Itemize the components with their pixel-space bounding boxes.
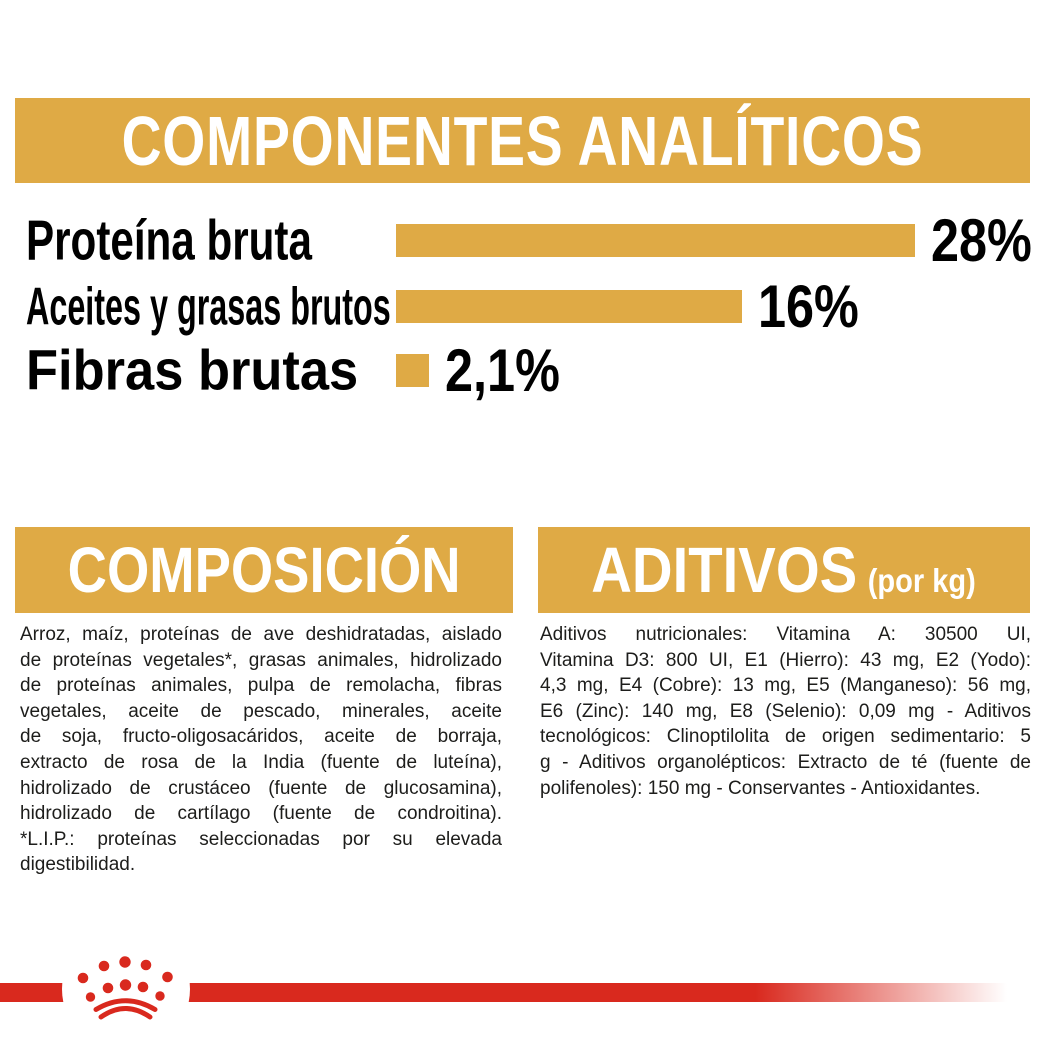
bar-fats [396, 290, 742, 323]
additives-header [538, 527, 1030, 613]
royal-canin-crown-icon [60, 948, 194, 1024]
composition-text [20, 622, 502, 878]
analytical-components-header [15, 98, 1030, 183]
text-line: 4,3 mg, E4 (Cobre): 13 mg, E5 (Manganeso): 56 mg, [540, 675, 1031, 697]
additives-text [540, 622, 1031, 801]
additives-title-group [591, 534, 977, 606]
text-line: extracto de rosa de la India (fuente de luteína), [20, 751, 502, 773]
text-line: hidrolizado de cartílago (fuente de condroitina). [20, 803, 502, 825]
composition-header [15, 527, 513, 613]
text-line: Aditivos nutricionales: Vitamina A: 30500 UI, [540, 624, 1031, 645]
text-line: hidrolizado de crustáceo (fuente de glucosamina), [20, 777, 502, 799]
analytical-components-chart [0, 183, 1049, 423]
chart-category-label-fibre: Fibras brutas [26, 338, 359, 402]
text-line: vegetales, aceite de pescado, minerales, aceite [20, 700, 502, 722]
chart-category-label-fats: Aceites y grasas brutos [26, 277, 391, 336]
bar-value-fibre: 2,1% [445, 336, 560, 404]
text-line: tecnológicos: Clinoptilolita de origen sedimentario: 5 [540, 726, 1031, 748]
text-line: *L.I.P.: proteínas seleccionadas por su elevada [20, 828, 502, 850]
additives-title: ADITIVOS [591, 534, 858, 606]
additives-title-suffix: (por kg) [868, 562, 977, 599]
chart-category-label-protein: Proteína bruta [26, 208, 312, 272]
text-line: E6 (Zinc): 140 mg, E8 (Selenio): 0,09 mg - Aditivos [540, 700, 1031, 722]
bar-value-protein: 28% [931, 206, 1032, 274]
text-line: digestibilidad. [20, 854, 136, 876]
chart-row-fibre [0, 336, 1049, 404]
text-line: de proteínas animales, pulpa de remolacha, fibras [20, 675, 502, 697]
chart-row-protein [0, 206, 1049, 274]
text-line: de soja, fructo-oligosacáridos, aceite de borraja, [20, 726, 502, 748]
text-line: polifenoles): 150 mg - Conservantes - Antioxidantes. [540, 777, 981, 799]
text-line: g - Aditivos organolépticos: Extracto de té (fuente de [540, 751, 1031, 773]
text-line: Arroz, maíz, proteínas de ave deshidratadas, aislado [20, 624, 502, 645]
analytical-components-title: COMPONENTES ANALÍTICOS [121, 101, 924, 180]
bar-value-fats: 16% [758, 272, 859, 340]
chart-row-fats [0, 272, 1049, 340]
text-line: de proteínas vegetales*, grasas animales, hidrolizado [20, 649, 502, 671]
text-line: Vitamina D3: 800 UI, E1 (Hierro): 43 mg, E2 (Yodo): [540, 649, 1031, 671]
bar-protein [396, 224, 915, 257]
bar-fibre [396, 354, 429, 387]
composition-title: COMPOSICIÓN [67, 534, 461, 606]
